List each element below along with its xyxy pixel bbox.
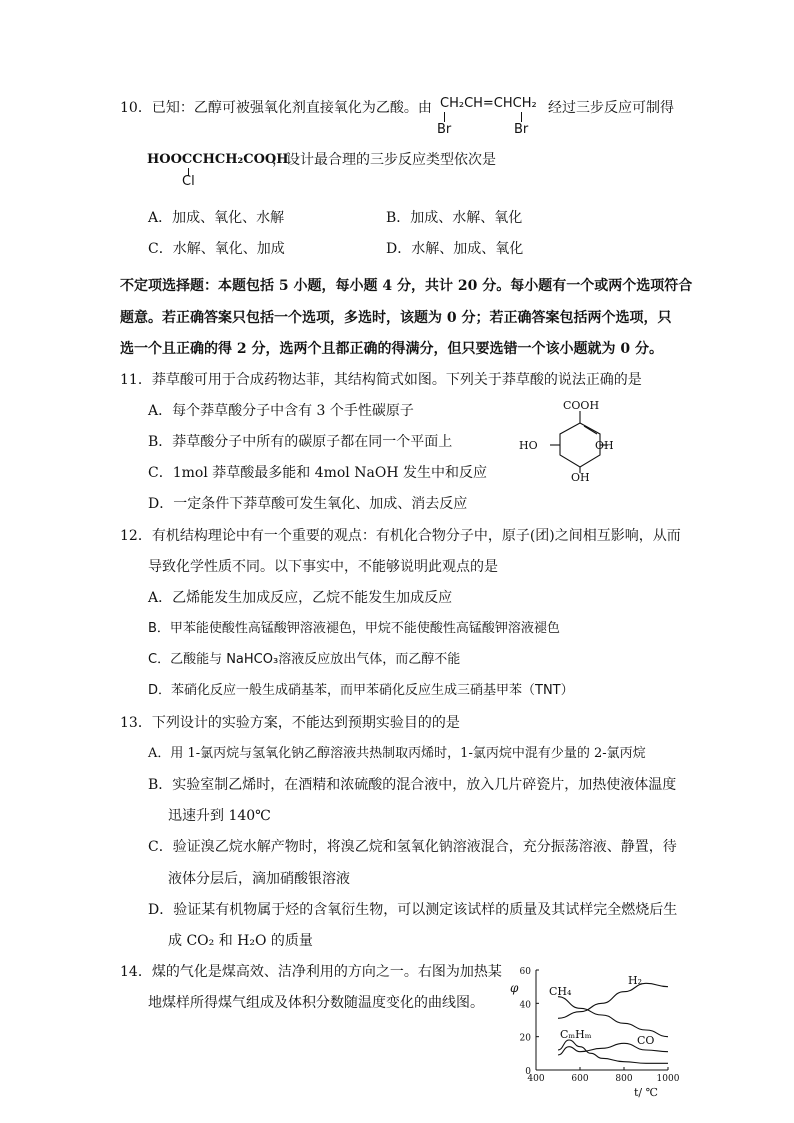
q13-option-d-line-2: 成 CO₂ 和 H₂O 的质量: [168, 933, 313, 949]
series-label-0: H₂: [628, 974, 643, 987]
series-label-1: CH₄: [549, 985, 572, 998]
q13-option-b-line-2: 迅速升到 140℃: [168, 808, 271, 824]
series-label-2: CₘHₘ: [560, 1028, 592, 1041]
structure-oh-right: OH: [595, 439, 614, 452]
shikimic-acid-structure: [515, 393, 615, 483]
x-tick-label: 400: [527, 1074, 545, 1084]
series-line-0: [558, 983, 668, 1018]
q11-option-b: B．莽草酸分子中所有的碳原子都在同一个平面上: [148, 434, 453, 450]
y-tick-label: 40: [519, 1000, 531, 1011]
x-axis-label: t/ ℃: [634, 1086, 658, 1099]
q11-stem: 11．莽草酸可用于合成药物达菲，其结构简式如图。下列关于莽草酸的说法正确的是: [120, 372, 642, 388]
q11-option-c: C．1mol 莽草酸最多能和 4mol NaOH 发生中和反应: [148, 465, 487, 481]
y-tick-label: 0: [525, 1067, 531, 1077]
q12-option-a: A．乙烯能发生加成反应，乙烷不能发生加成反应: [148, 590, 453, 606]
q10-option-b: B．加成、水解、氧化: [386, 210, 523, 226]
q12-option-d: D．苯硝化反应一般生成硝基苯，而甲苯硝化反应生成三硝基甲苯（TNT）: [148, 683, 574, 698]
q10-product-cl: Cl: [182, 174, 195, 189]
q10-after-product: ，设计最合理的三步反应类型依次是: [272, 152, 496, 168]
q13-option-a: A．用 1-氯丙烷与氢氧化钠乙醇溶液共热制取丙烯时，1-氯丙烷中混有少量的 2-氯丙烷: [148, 746, 646, 761]
q10-reactant-br1: Br: [437, 122, 452, 137]
y-tick-label: 20: [519, 1033, 531, 1044]
instructions-line-1: 不定项选择题：本题包括 5 小题，每小题 4 分，共计 20 分。每小题有一个或两个选项符合: [120, 278, 693, 294]
y-tick-label: 60: [519, 967, 531, 977]
y-axis-label: φ: [510, 981, 519, 995]
q13-option-d-line-1: D．验证某有机物属于烃的含氧衍生物，可以测定该试样的质量及其试样完全燃烧后生: [148, 902, 678, 918]
gas-composition-chart: [498, 958, 690, 1100]
q10-intro: 10．已知：乙醇可被强氧化剂直接氧化为乙酸。由: [120, 100, 432, 116]
structure-cooh: COOH: [563, 399, 600, 412]
q10-option-c: C．水解、氧化、加成: [148, 241, 285, 257]
q10-reactant-br2: Br: [514, 122, 529, 137]
x-tick-label: 600: [571, 1074, 589, 1084]
q11-option-a: A．每个莽草酸分子中含有 3 个手性碳原子: [148, 403, 414, 419]
x-tick-label: 1000: [656, 1074, 680, 1084]
q10-option-d: D．水解、加成、氧化: [386, 241, 524, 257]
x-tick-label: 800: [615, 1074, 633, 1084]
q13-stem: 13．下列设计的实验方案，不能达到预期实验目的的是: [120, 715, 460, 731]
q12-option-c: C．乙酸能与 NaHCO₃溶液反应放出气体，而乙醇不能: [148, 652, 461, 667]
series-label-3: CO: [637, 1034, 655, 1047]
q11-option-d: D．一定条件下莽草酸可发生氧化、加成、消去反应: [148, 496, 468, 512]
q10-reactant-formula: CH₂CH=CHCH₂: [440, 96, 537, 111]
instructions-line-2: 题意。若正确答案只包括一个选项，多选时，该题为 0 分；若正确答案包括两个选项，只: [120, 310, 672, 326]
q12-option-b: B．甲苯能使酸性高锰酸钾溶液褪色，甲烷不能使酸性高锰酸钾溶液褪色: [148, 621, 560, 636]
q10-product-formula: HOOCCHCH₂COOH: [147, 152, 289, 167]
q13-option-c-line-1: C．验证溴乙烷水解产物时，将溴乙烷和氢氧化钠溶液混合，充分振荡溶液、静置，待: [148, 839, 677, 855]
q14-stem-line-1: 14．煤的气化是煤高效、洁净利用的方向之一。右图为加热某: [120, 964, 502, 980]
q13-option-b-line-1: B．实验室制乙烯时，在酒精和浓硫酸的混合液中，放入几片碎瓷片，加热使液体温度: [148, 777, 677, 793]
structure-ho-left: HO: [519, 439, 538, 452]
structure-oh-bottom: OH: [571, 471, 590, 483]
instructions-line-3: 选一个且正确的得 2 分，选两个且都正确的得满分，但只要选错一个该小题就为 0 分。: [120, 341, 663, 357]
q14-stem-line-2: 地煤样所得煤气组成及体积分数随温度变化的曲线图。: [148, 995, 484, 1011]
q13-option-c-line-2: 液体分层后，滴加硝酸银溶液: [168, 871, 350, 887]
q12-stem-line-2: 导致化学性质不同。以下事实中，不能够说明此观点的是: [148, 559, 498, 575]
q12-stem-line-1: 12．有机结构理论中有一个重要的观点：有机化合物分子中，原子(团)之间相互影响，从而: [120, 528, 681, 544]
q10-after-reactant: 经过三步反应可制得: [548, 100, 674, 116]
q10-option-a: A．加成、氧化、水解: [148, 210, 285, 226]
